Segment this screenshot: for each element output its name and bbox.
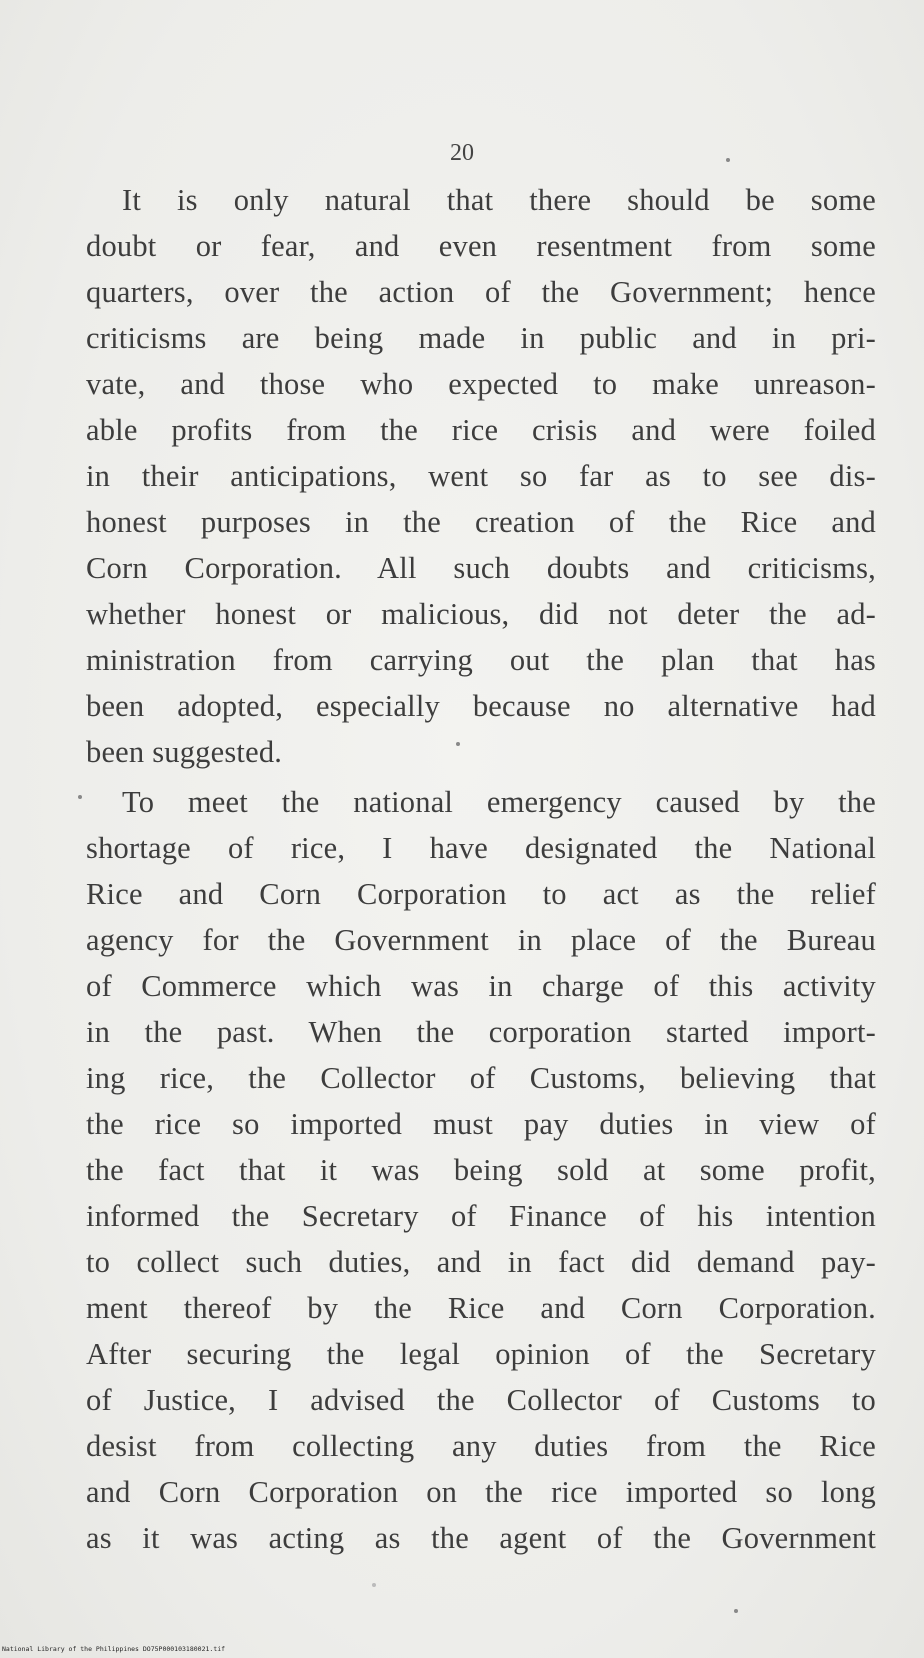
text-line: After securing the legal opinion of the Secretary	[86, 1337, 876, 1371]
scan-footer: National Library of the Philippines DO75P000103180021.tif	[2, 1645, 226, 1653]
text-line: honest purposes in the creation of the Rice and	[86, 505, 876, 539]
text-line: to collect such duties, and in fact did demand pay-	[86, 1245, 876, 1279]
text-line: ing rice, the Collector of Customs, believing that	[86, 1061, 876, 1095]
text-line: been adopted, especially because no alternative had	[86, 689, 876, 723]
text-line: quarters, over the action of the Government; hence	[86, 275, 876, 309]
text-line: It is only natural that there should be some	[122, 183, 876, 217]
text-line: as it was acting as the agent of the Government	[86, 1521, 876, 1555]
text-line: desist from collecting any duties from the Rice	[86, 1429, 876, 1463]
scan-speck	[456, 742, 460, 746]
text-line: the fact that it was being sold at some profit,	[86, 1153, 876, 1187]
text-line: criticisms are being made in public and in pri-	[86, 321, 876, 355]
text-line: in their anticipations, went so far as to see dis-	[86, 459, 876, 493]
text-line: vate, and those who expected to make unreason-	[86, 367, 876, 401]
text-line: of Justice, I advised the Collector of Customs to	[86, 1383, 876, 1417]
text-line: Rice and Corn Corporation to act as the relief	[86, 877, 876, 911]
text-line: doubt or fear, and even resentment from some	[86, 229, 876, 263]
text-line: shortage of rice, I have designated the National	[86, 831, 876, 865]
text-line: ministration from carrying out the plan that has	[86, 643, 876, 677]
scan-speck	[734, 1609, 738, 1613]
scan-speck	[372, 1583, 376, 1587]
scan-speck	[78, 795, 82, 799]
text-line: in the past. When the corporation started import-	[86, 1015, 876, 1049]
text-line: able profits from the rice crisis and were foiled	[86, 413, 876, 447]
text-line: and Corn Corporation on the rice imported so long	[86, 1475, 876, 1509]
text-line: informed the Secretary of Finance of his intention	[86, 1199, 876, 1233]
text-line: Corn Corporation. All such doubts and criticisms,	[86, 551, 876, 585]
text-line: To meet the national emergency caused by the	[122, 785, 876, 819]
text-line: the rice so imported must pay duties in view of	[86, 1107, 876, 1141]
text-line: agency for the Government in place of the Bureau	[86, 923, 876, 957]
text-line: of Commerce which was in charge of this activity	[86, 969, 876, 1003]
scan-speck	[726, 158, 730, 162]
text-line: whether honest or malicious, did not deter the ad-	[86, 597, 876, 631]
page-number: 20	[450, 140, 474, 166]
text-line: been suggested.	[86, 735, 283, 769]
text-line: ment thereof by the Rice and Corn Corporation.	[86, 1291, 876, 1325]
